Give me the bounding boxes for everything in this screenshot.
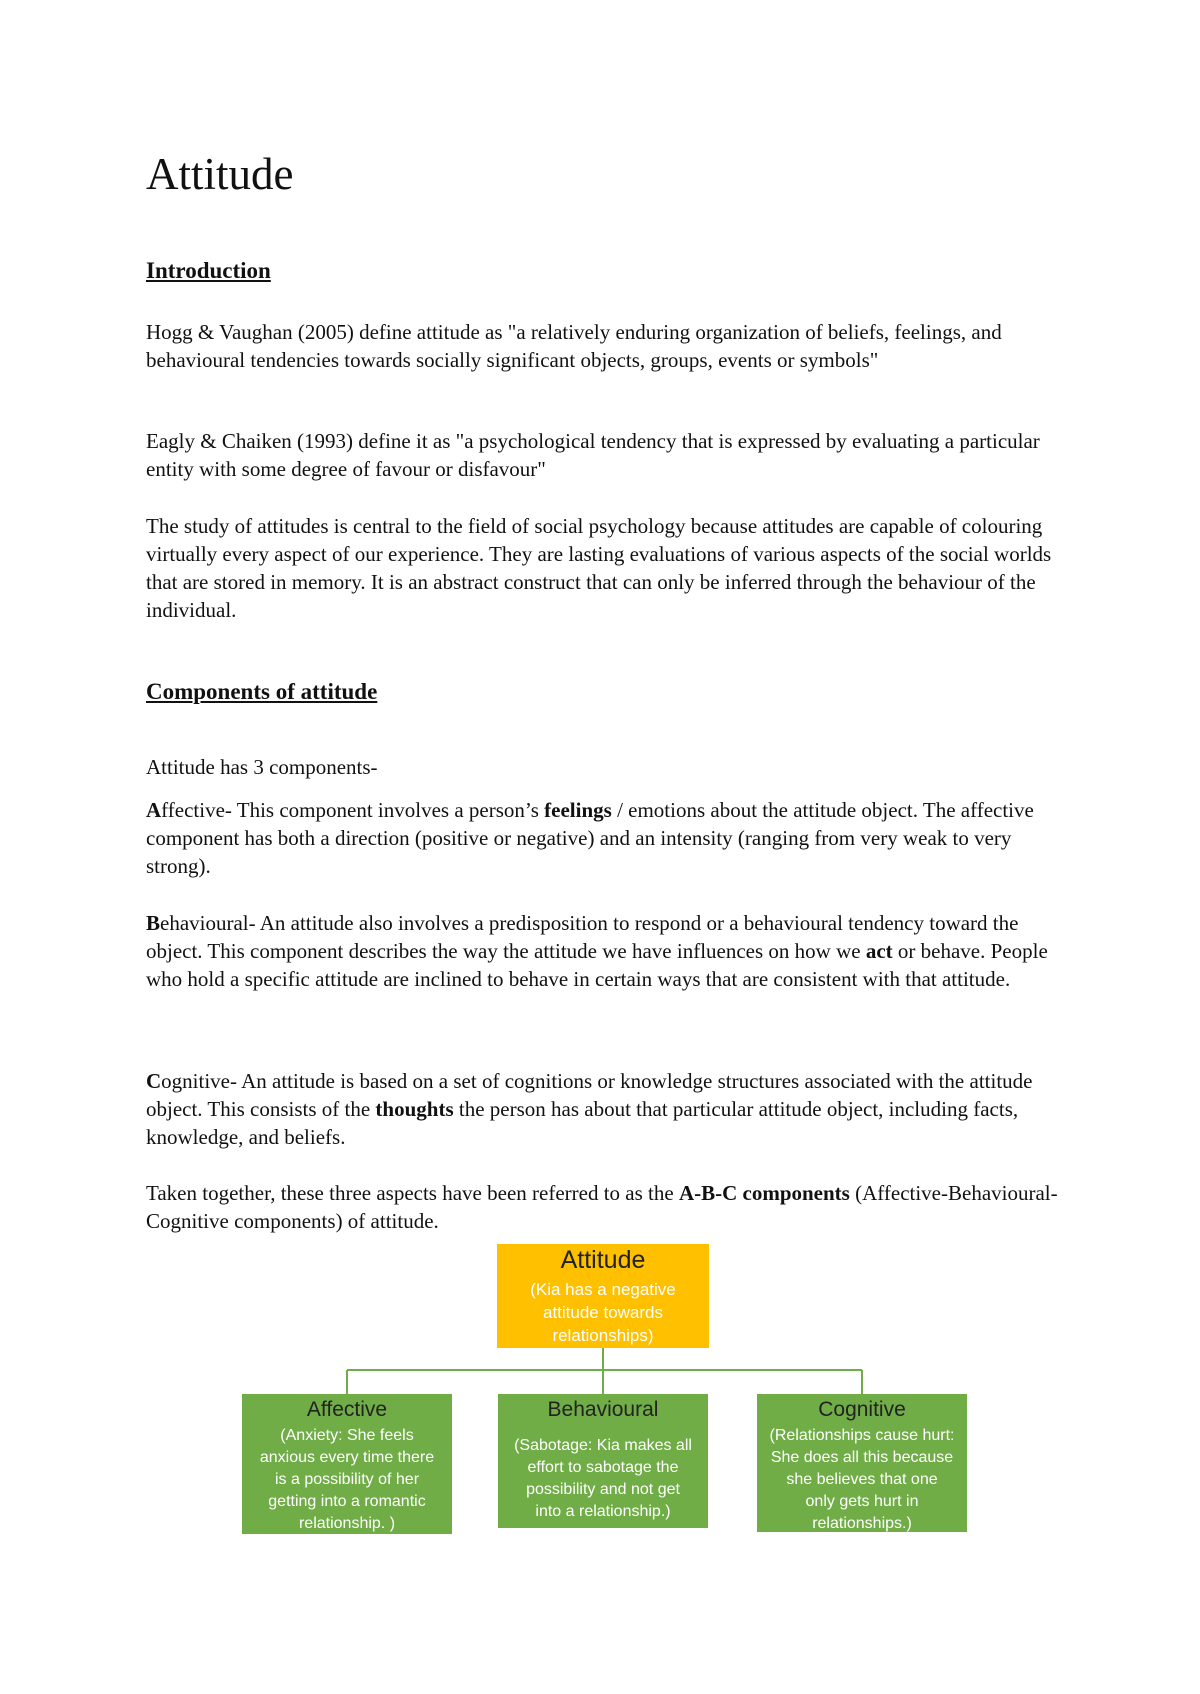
cognitive-initial: C [146,1069,162,1093]
page-title: Attitude [146,149,294,199]
child-box-line: relationships.) [812,1515,912,1532]
components-lead: Attitude has 3 components- [146,755,378,779]
child-box-line: relationship. ) [298,1515,396,1532]
child-box-line: getting into a romantic [268,1493,426,1510]
summary-keyword: A-B-C components [678,1181,850,1205]
diagram-child-boxes [242,1394,967,1534]
behavioural-text-b: or behave. People who hold a specific attitude are inclined to behave in certain ways that are consistent with that attitude. [146,939,1048,991]
summary-text-a: Taken together, these three aspects have been referred to as the [146,1181,679,1205]
affective-keyword: feelings [544,798,612,822]
cognitive-keyword: thoughts [375,1097,454,1121]
affective-text-b: / emotions about the attitude object. The affective component has both a direction (positive or negative) and an intensity (ranging from very weak to very strong). [146,798,1034,878]
behavioural-text-a: ehavioural- An attitude also involves a predisposition to respond or a behavioural tendency toward the object. This component describes the way the attitude we have influences on how we [146,911,1019,963]
child-box-line: She does all this because [770,1449,954,1466]
child-box-line: (Anxiety: She feels [280,1427,414,1444]
summary-text-b: (Affective-Behavioural- Cognitive components) of attitude. [146,1181,1058,1233]
intro-paragraph-2: Eagly & Chaiken (1993) define it as "a psychological tendency that is expressed by evaluating a particular entity with some degree of favour or disfavour" [146,429,1040,481]
child-box-affective [242,1394,452,1534]
intro-heading: Introduction [146,258,271,283]
cognitive-text-a: ognitive- An attitude is based on a set of cognitions or knowledge structures associated with the attitude object. This consists of the [146,1069,1033,1121]
behavioural-initial: B [146,911,161,935]
affective-text-a: ffective- This component involves a person’s [161,798,545,822]
diagram-root-box [497,1244,709,1348]
child-box-line: possibility and not get [526,1481,680,1498]
affective-initial: A [146,798,162,822]
child-box-line: (Relationships cause hurt: [769,1427,955,1444]
diagram-connectors [347,1348,862,1394]
child-box-line: anxious every time there [259,1449,435,1466]
child-box-cognitive [757,1394,967,1532]
root-box-line: relationships) [552,1326,654,1345]
child-box-line: only gets hurt in [805,1493,919,1510]
child-box-title: Behavioural [547,1398,659,1421]
root-box-line: (Kia has a negative [530,1280,676,1299]
intro-paragraph-1: Hogg & Vaughan (2005) define attitude as "a relatively enduring organization of beliefs, feelings, and behavioural tendencies towards socially significant objects, groups, events or symbols" [146,320,1002,372]
child-box-title: Cognitive [818,1398,906,1421]
child-box-line: into a relationship.) [535,1503,671,1520]
child-box-line: (Sabotage: Kia makes all [514,1437,692,1454]
root-box-title: Attitude [560,1246,646,1274]
child-box-title: Affective [306,1398,388,1421]
child-box-line: is a possibility of her [274,1471,420,1488]
components-heading: Components of attitude [146,679,378,704]
intro-paragraph-3: The study of attitudes is central to the field of social psychology because attitudes are capable of colouring virtually every aspect of our experience. They are lasting evaluations of various aspects of the social worlds that are stored in memory. It is an abstract construct that can only be inferred through the behaviour of the individual. [146,514,1052,622]
root-box-line: attitude towards [542,1303,664,1322]
behavioural-keyword: act [865,939,893,963]
child-box-line: she believes that one [786,1471,938,1488]
child-box-behavioural [498,1394,708,1528]
cognitive-text-b: the person has about that particular attitude object, including facts, knowledge, and beliefs. [146,1097,1019,1149]
child-box-line: effort to sabotage the [527,1459,679,1476]
